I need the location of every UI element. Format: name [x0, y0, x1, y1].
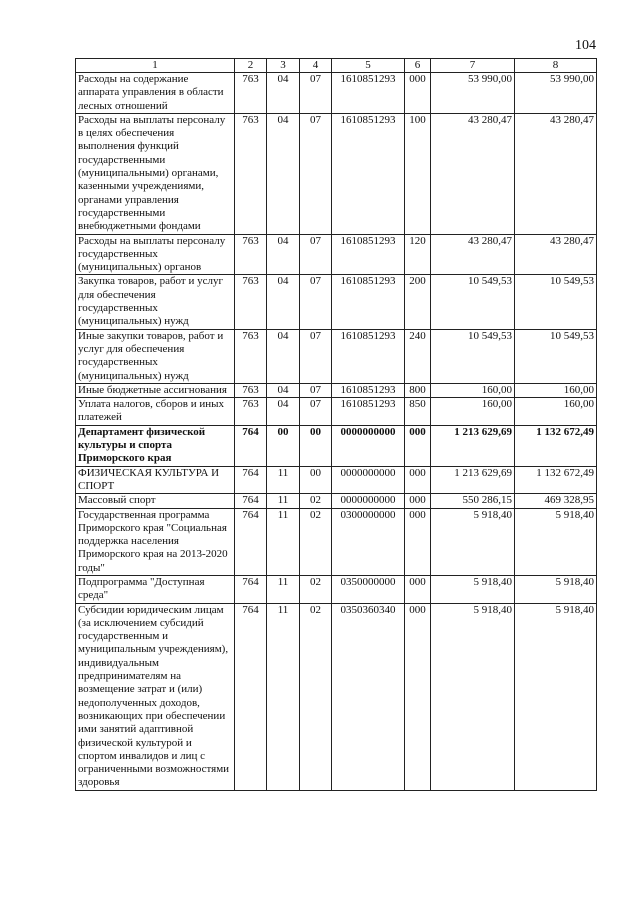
table-row [76, 425, 597, 466]
row-name: Расходы на содержание аппарата управления в области лесных отношений [76, 73, 235, 114]
cell-col6: 800 [405, 383, 431, 397]
row-name: Государственная программа Приморского края "Социальная поддержка населения Приморского края на 2013-2020 годы" [76, 508, 235, 575]
cell-col5: 1610851293 [332, 275, 405, 329]
cell-col8: 10 549,53 [515, 275, 597, 329]
cell-col2: 764 [235, 466, 267, 494]
table-row [76, 398, 597, 426]
cell-col7: 5 918,40 [431, 603, 515, 790]
col-header-6: 6 [405, 59, 431, 73]
cell-col6: 200 [405, 275, 431, 329]
cell-col7: 550 286,15 [431, 494, 515, 508]
cell-col7: 5 918,40 [431, 575, 515, 603]
col-header-5: 5 [332, 59, 405, 73]
cell-col6: 000 [405, 508, 431, 575]
cell-col2: 763 [235, 383, 267, 397]
cell-col4: 02 [300, 575, 332, 603]
cell-col3: 11 [267, 603, 300, 790]
table-row [76, 329, 597, 383]
cell-col7: 10 549,53 [431, 275, 515, 329]
cell-col8: 5 918,40 [515, 575, 597, 603]
cell-col2: 764 [235, 603, 267, 790]
row-name: Массовый спорт [76, 494, 235, 508]
col-header-1: 1 [76, 59, 235, 73]
cell-col5: 1610851293 [332, 398, 405, 426]
cell-col7: 10 549,53 [431, 329, 515, 383]
row-name: Уплата налогов, сборов и иных платежей [76, 398, 235, 426]
cell-col2: 763 [235, 398, 267, 426]
cell-col8: 469 328,95 [515, 494, 597, 508]
cell-col6: 000 [405, 466, 431, 494]
cell-col4: 02 [300, 603, 332, 790]
cell-col7: 1 213 629,69 [431, 425, 515, 466]
cell-col4: 07 [300, 398, 332, 426]
cell-col6: 120 [405, 234, 431, 275]
cell-col4: 07 [300, 73, 332, 114]
cell-col5: 1610851293 [332, 234, 405, 275]
cell-col6: 000 [405, 494, 431, 508]
header-row [76, 59, 597, 73]
table-row [76, 383, 597, 397]
cell-col8: 5 918,40 [515, 508, 597, 575]
cell-col4: 07 [300, 329, 332, 383]
cell-col6: 100 [405, 113, 431, 234]
col-header-7: 7 [431, 59, 515, 73]
cell-col5: 0300000000 [332, 508, 405, 575]
cell-col5: 0350360340 [332, 603, 405, 790]
cell-col4: 07 [300, 275, 332, 329]
cell-col3: 00 [267, 425, 300, 466]
cell-col8: 43 280,47 [515, 113, 597, 234]
cell-col6: 000 [405, 575, 431, 603]
cell-col2: 763 [235, 73, 267, 114]
cell-col8: 5 918,40 [515, 603, 597, 790]
cell-col7: 1 213 629,69 [431, 466, 515, 494]
cell-col4: 07 [300, 383, 332, 397]
cell-col3: 04 [267, 113, 300, 234]
col-header-3: 3 [267, 59, 300, 73]
page-number: 104 [575, 38, 596, 53]
cell-col4: 07 [300, 234, 332, 275]
cell-col7: 43 280,47 [431, 113, 515, 234]
row-name: Субсидии юридическим лицам (за исключением субсидий государственным и муниципальным учреждениям), индивидуальным предпринимателям на возмещение затрат и (или) недополученных доходов, возникающих при обеспечении ими занятий адаптивной физической культурой и спортом инвалидов и лиц с ограниченными возможностями здоровья [76, 603, 235, 790]
table-row [76, 275, 597, 329]
cell-col5: 0000000000 [332, 494, 405, 508]
cell-col6: 000 [405, 425, 431, 466]
cell-col4: 00 [300, 425, 332, 466]
cell-col2: 764 [235, 575, 267, 603]
table-row [76, 73, 597, 114]
cell-col2: 764 [235, 425, 267, 466]
row-name: Департамент физической культуры и спорта Приморского края [76, 425, 235, 466]
col-header-4: 4 [300, 59, 332, 73]
cell-col3: 11 [267, 466, 300, 494]
cell-col5: 0000000000 [332, 425, 405, 466]
row-name: Иные закупки товаров, работ и услуг для обеспечения государственных (муниципальных) нужд [76, 329, 235, 383]
cell-col5: 1610851293 [332, 113, 405, 234]
cell-col8: 53 990,00 [515, 73, 597, 114]
cell-col2: 763 [235, 113, 267, 234]
cell-col6: 240 [405, 329, 431, 383]
cell-col8: 160,00 [515, 398, 597, 426]
cell-col7: 160,00 [431, 398, 515, 426]
cell-col4: 02 [300, 508, 332, 575]
table-row [76, 494, 597, 508]
cell-col6: 000 [405, 73, 431, 114]
cell-col3: 04 [267, 275, 300, 329]
cell-col2: 763 [235, 275, 267, 329]
cell-col4: 02 [300, 494, 332, 508]
cell-col4: 00 [300, 466, 332, 494]
cell-col3: 11 [267, 508, 300, 575]
cell-col7: 53 990,00 [431, 73, 515, 114]
cell-col7: 43 280,47 [431, 234, 515, 275]
row-name: Иные бюджетные ассигнования [76, 383, 235, 397]
cell-col5: 1610851293 [332, 73, 405, 114]
table-row [76, 234, 597, 275]
cell-col3: 04 [267, 234, 300, 275]
cell-col5: 0350000000 [332, 575, 405, 603]
cell-col8: 1 132 672,49 [515, 425, 597, 466]
table-row [76, 603, 597, 790]
row-name: Подпрограмма "Доступная среда" [76, 575, 235, 603]
row-name: ФИЗИЧЕСКАЯ КУЛЬТУРА И СПОРТ [76, 466, 235, 494]
cell-col8: 10 549,53 [515, 329, 597, 383]
cell-col8: 160,00 [515, 383, 597, 397]
cell-col3: 04 [267, 329, 300, 383]
row-name: Закупка товаров, работ и услуг для обеспечения государственных (муниципальных) нужд [76, 275, 235, 329]
cell-col3: 11 [267, 575, 300, 603]
cell-col5: 0000000000 [332, 466, 405, 494]
cell-col3: 04 [267, 73, 300, 114]
cell-col2: 763 [235, 329, 267, 383]
cell-col8: 43 280,47 [515, 234, 597, 275]
cell-col6: 000 [405, 603, 431, 790]
cell-col4: 07 [300, 113, 332, 234]
cell-col3: 04 [267, 398, 300, 426]
cell-col2: 764 [235, 494, 267, 508]
cell-col3: 04 [267, 383, 300, 397]
table-row [76, 575, 597, 603]
table-row [76, 466, 597, 494]
cell-col5: 1610851293 [332, 329, 405, 383]
cell-col2: 764 [235, 508, 267, 575]
cell-col6: 850 [405, 398, 431, 426]
col-header-2: 2 [235, 59, 267, 73]
cell-col7: 160,00 [431, 383, 515, 397]
budget-table [75, 58, 597, 791]
cell-col8: 1 132 672,49 [515, 466, 597, 494]
cell-col5: 1610851293 [332, 383, 405, 397]
table-row [76, 113, 597, 234]
cell-col2: 763 [235, 234, 267, 275]
row-name: Расходы на выплаты персоналу государственных (муниципальных) органов [76, 234, 235, 275]
table-row [76, 508, 597, 575]
row-name: Расходы на выплаты персоналу в целях обеспечения выполнения функций государственными (муниципальными) органами, казенными учреждениями, органами управления государственными внебюджетными фондами [76, 113, 235, 234]
col-header-8: 8 [515, 59, 597, 73]
cell-col7: 5 918,40 [431, 508, 515, 575]
cell-col3: 11 [267, 494, 300, 508]
